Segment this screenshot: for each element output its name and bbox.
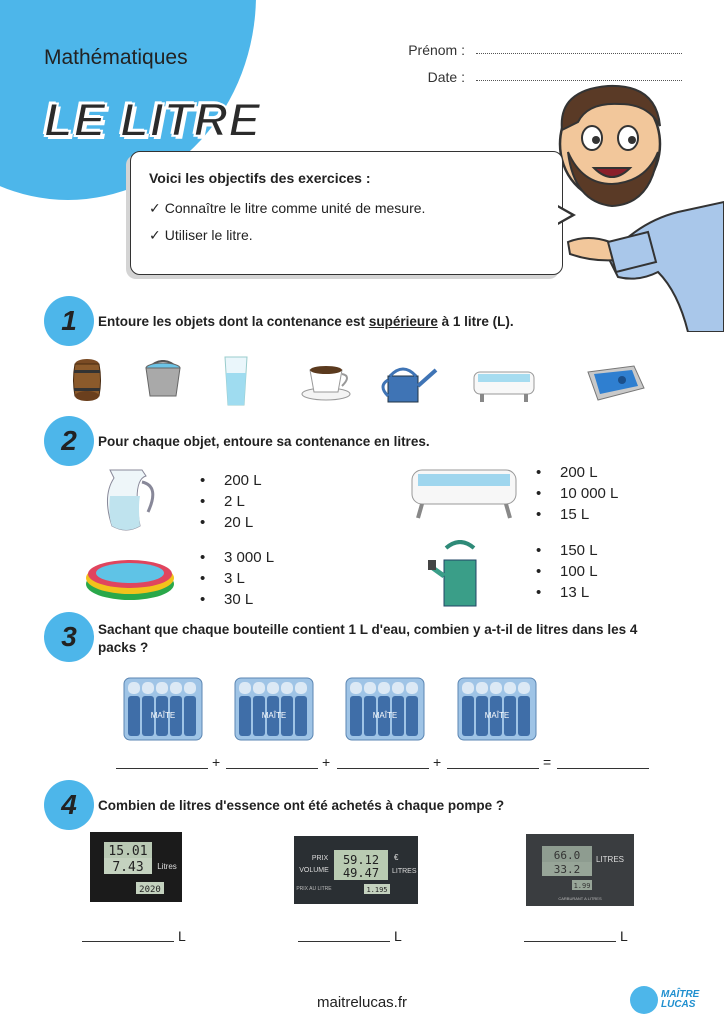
exercise-4-number: 4 — [44, 780, 94, 830]
bathtub-options — [536, 462, 618, 525]
exercise-2-question: Pour chaque objet, entoure sa contenance en litres. — [98, 434, 430, 449]
check-icon: ✓ — [149, 227, 161, 243]
option-item[interactable]: • 150 L — [536, 540, 598, 561]
svg-text:1.195: 1.195 — [366, 886, 388, 894]
jug-icon[interactable] — [102, 466, 160, 534]
teacup-icon[interactable] — [300, 362, 352, 402]
pool-icon[interactable] — [84, 554, 176, 602]
water-pack-image — [344, 668, 426, 744]
svg-text:MAÎTE: MAÎTE — [261, 711, 287, 720]
bubble-tail-fill — [557, 207, 571, 223]
watering-can-icon[interactable] — [378, 366, 438, 406]
answer-blank[interactable] — [226, 768, 318, 769]
subject-label: Mathématiques — [44, 46, 188, 69]
website-link[interactable]: maitrelucas.fr — [316, 994, 408, 1011]
objectives-bubble — [130, 151, 563, 275]
fuel-pump-display-3 — [526, 834, 634, 906]
option-item[interactable]: • 15 L — [536, 504, 618, 525]
svg-text:Litres: Litres — [157, 862, 177, 871]
svg-text:1.99: 1.99 — [573, 882, 591, 890]
unit-label: L — [620, 928, 628, 944]
exercise-4-question: Combien de litres d'essence ont été achetés à chaque pompe ? — [98, 798, 505, 813]
svg-text:LITRES: LITRES — [596, 855, 625, 864]
water-pack-image — [233, 668, 315, 744]
answer-blank[interactable] — [337, 768, 429, 769]
svg-text:15.01: 15.01 — [108, 844, 148, 859]
option-item[interactable]: • 3 000 L — [200, 547, 274, 568]
answer-blank[interactable] — [447, 768, 539, 769]
exercise-3-question: Sachant que chaque bouteille contient 1 L d'eau, combien y a-t-il de litres dans les 4 packs ? — [98, 622, 638, 655]
unit-label: L — [394, 928, 402, 944]
firstname-label: Prénom : — [408, 42, 465, 58]
svg-text:59.12: 59.12 — [342, 853, 380, 867]
barrel-icon[interactable] — [72, 358, 102, 402]
svg-text:7.43: 7.43 — [112, 860, 144, 875]
glass-icon[interactable] — [222, 355, 250, 407]
exercise-3-number: 3 — [44, 612, 94, 662]
option-item[interactable]: • 30 L — [200, 589, 274, 610]
bathtub-icon[interactable] — [408, 466, 520, 522]
exercise-1-number: 1 — [44, 296, 94, 346]
svg-text:49.47: 49.47 — [342, 866, 380, 880]
option-item[interactable]: • 100 L — [536, 561, 598, 582]
answer-blank[interactable] — [116, 768, 208, 769]
option-item[interactable]: • 20 L — [200, 512, 262, 533]
objectives-heading: Voici les objectifs des exercices : — [149, 170, 371, 186]
bathtub-icon[interactable] — [472, 368, 536, 404]
svg-text:CARBURANT A LITRES: CARBURANT A LITRES — [558, 896, 602, 901]
svg-text:33.2: 33.2 — [553, 863, 581, 876]
option-item[interactable]: • 10 000 L — [536, 483, 618, 504]
water-pack-image — [122, 668, 204, 744]
svg-text:MAÎTE: MAÎTE — [484, 711, 510, 720]
objective-item: ✓ Utiliser le litre. — [149, 227, 253, 243]
option-item[interactable]: • 200 L — [200, 470, 262, 491]
option-item[interactable]: • 200 L — [536, 462, 618, 483]
plus-sign: + — [322, 754, 331, 770]
watering-can-icon[interactable] — [428, 540, 490, 608]
water-pack-image — [456, 668, 538, 744]
total-blank[interactable] — [557, 768, 649, 769]
plus-sign: + — [433, 754, 442, 770]
exercise-1-question: Entoure les objets dont la contenance est supérieure à 1 litre (L). — [98, 314, 514, 329]
svg-text:2020: 2020 — [139, 885, 161, 895]
pump-3-answer[interactable] — [524, 941, 616, 942]
date-label: Date : — [427, 69, 465, 85]
svg-text:PRIX AU LITRE: PRIX AU LITRE — [296, 886, 332, 892]
logo-brain-icon — [630, 986, 658, 1014]
svg-text:MAÎTE: MAÎTE — [150, 711, 176, 720]
bucket-icon[interactable] — [142, 360, 184, 400]
pump-1-answer[interactable] — [82, 941, 174, 942]
fuel-pump-display-2 — [294, 836, 418, 904]
svg-text:PRIX: PRIX — [311, 855, 329, 862]
watering-can-options — [536, 540, 598, 603]
exercise-2-number: 2 — [44, 416, 94, 466]
svg-text:LITRES: LITRES — [392, 868, 417, 875]
fuel-pump-display-1 — [90, 832, 182, 902]
firstname-field[interactable] — [476, 40, 682, 54]
svg-text:66.0: 66.0 — [553, 849, 581, 862]
logo: MAÎTRE LUCAS — [661, 989, 700, 1010]
objective-item: ✓ Connaître le litre comme unité de mesure. — [149, 200, 426, 216]
check-icon: ✓ — [149, 200, 161, 216]
pool-options — [200, 547, 274, 610]
equals-sign: = — [543, 754, 552, 770]
unit-label: L — [178, 928, 186, 944]
plus-sign: + — [212, 754, 221, 770]
jug-options — [200, 470, 262, 533]
svg-text:VOLUME: VOLUME — [299, 867, 329, 874]
hot-tub-icon[interactable] — [584, 362, 646, 404]
pump-2-answer[interactable] — [298, 941, 390, 942]
option-item[interactable]: • 3 L — [200, 568, 274, 589]
svg-text:€: € — [394, 853, 399, 862]
svg-text:MAÎTE: MAÎTE — [372, 711, 398, 720]
option-item[interactable]: • 13 L — [536, 582, 598, 603]
page-title: LE LITRE — [44, 93, 261, 146]
date-field[interactable] — [476, 67, 682, 81]
option-item[interactable]: • 2 L — [200, 491, 262, 512]
